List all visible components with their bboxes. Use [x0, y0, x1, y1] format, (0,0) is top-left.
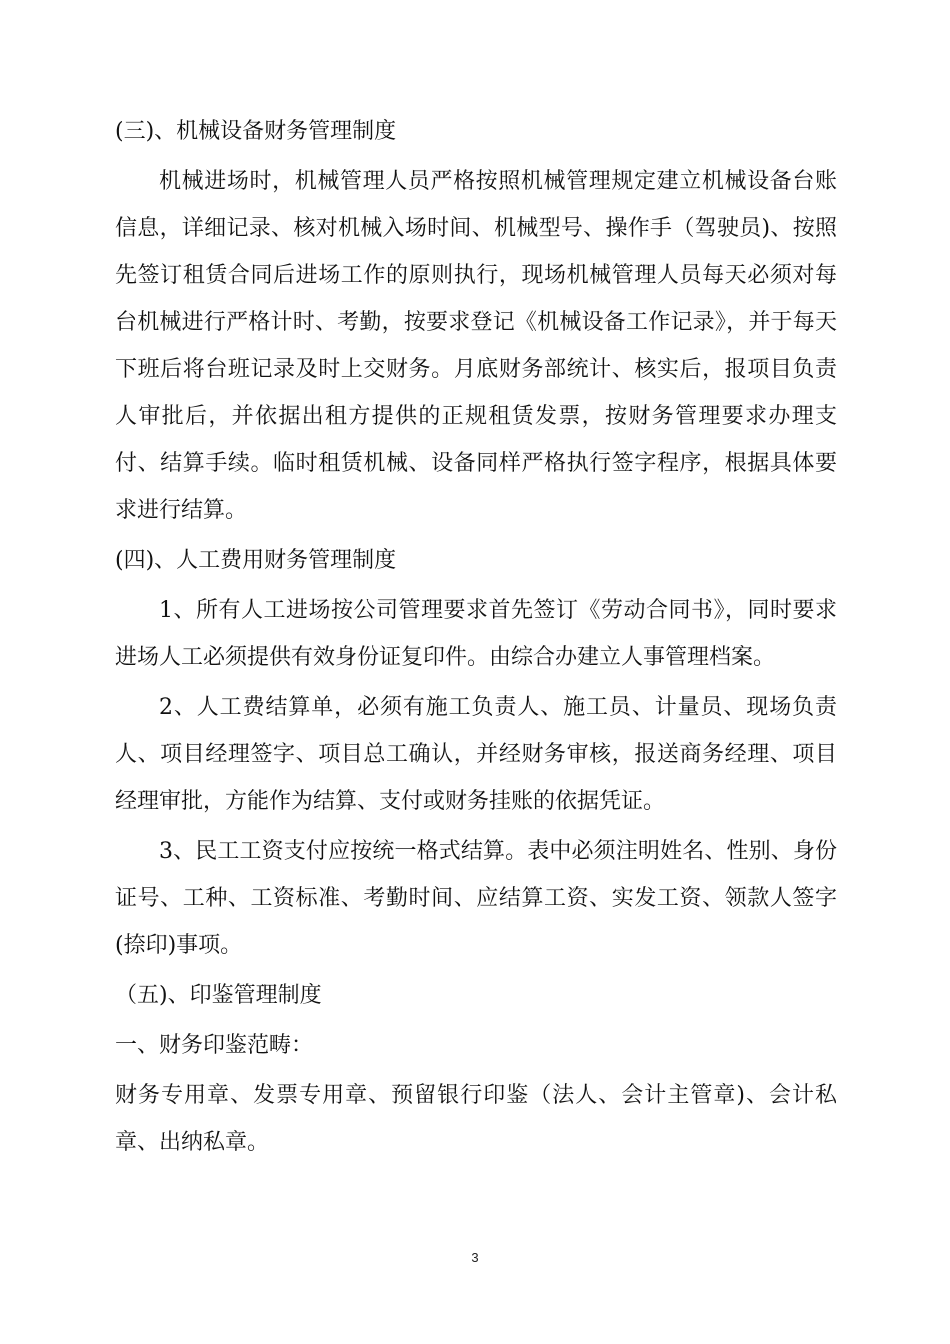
subheading-finance-seal-scope: 一、财务印鉴范畴：: [115, 1033, 314, 1058]
paragraph-seal-list: 财务专用章、发票专用章、预留银行印鉴（法人、会计主管章)、会计私章、出纳私章。: [115, 1083, 837, 1155]
section-heading-seal-management: （五)、印鉴管理制度: [115, 983, 322, 1008]
document-body: [115, 108, 837, 1169]
page-number: 3: [471, 1250, 479, 1265]
section-heading-labor-cost-finance: (四)、人工费用财务管理制度: [115, 548, 397, 573]
paragraph-labor-item-1: 1、所有人工进场按公司管理要求首先签订《劳动合同书》，同时要求进场人工必须提供有效身份证复印件。由综合办建立人事管理档案。: [115, 598, 837, 670]
paragraph-labor-item-2: 2、人工费结算单，必须有施工负责人、施工员、计量员、现场负责人、项目经理签字、项目总工确认，并经财务审核，报送商务经理、项目经理审批，方能作为结算、支付或财务挂账的依据凭证。: [115, 695, 837, 814]
section-heading-machinery-finance: (三)、机械设备财务管理制度: [115, 119, 397, 144]
paragraph-labor-item-3: 3、民工工资支付应按统一格式结算。表中必须注明姓名、性别、身份证号、工种、工资标准、考勤时间、应结算工资、实发工资、领款人签字(捺印)事项。: [115, 839, 837, 958]
paragraph-machinery-entry: 机械进场时，机械管理人员严格按照机械管理规定建立机械设备台账信息，详细记录、核对机械入场时间、机械型号、操作手（驾驶员)、按照先签订租赁合同后进场工作的原则执行，现场机械管理人员每天必须对每台机械进行严格计时、考勤，按要求登记《机械设备工作记录》，并于每天下班后将台班记录及时上交财务。月底财务部统计、核实后，报项目负责人审批后，并依据出租方提供的正规租赁发票，按财务管理要求办理支付、结算手续。临时租赁机械、设备同样严格执行签字程序，根据具体要求进行结算。: [115, 169, 837, 523]
